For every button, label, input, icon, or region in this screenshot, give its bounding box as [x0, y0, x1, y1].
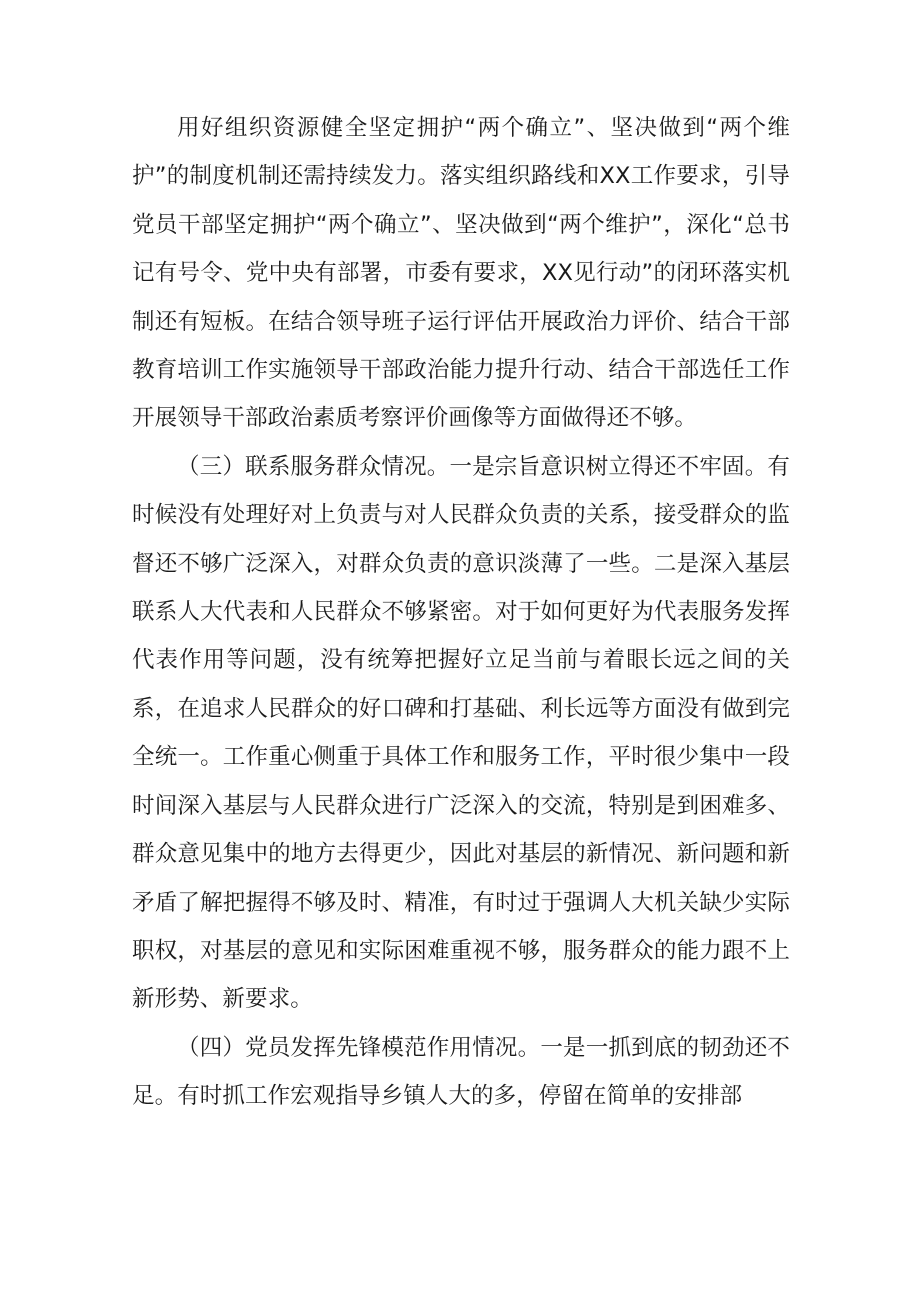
paragraph-serving-masses: （三）联系服务群众情况。一是宗旨意识树立得还不牢固。有时候没有处理好对上负责与对人民群众负责的关系，接受群众的监督还不够广泛深入，对群众负责的意识淡薄了一些。二是深入基层联系人大代表和人民群众不够紧密。对于如何更好为代表服务发挥代表作用等问题，没有统筹把握好立足当前与着眼长远之间的关系，在追求人民群众的好口碑和打基础、利长远等方面没有做到完全统一。工作重心侧重于具体工作和服务工作，平时很少集中一段时间深入基层与人民群众进行广泛深入的交流，特别是到困难多、群众意见集中的地方去得更少，因此对基层的新情况、新问题和新矛盾了解把握得不够及时、精准，有时过于强调人大机关缺少实际职权，对基层的意见和实际困难重视不够，服务群众的能力跟不上新形势、新要求。	[132, 453, 790, 1013]
paragraph-organization-mechanism: 用好组织资源健全坚定拥护“两个确立”、坚决做到“两个维护”的制度机制还需持续发力。落实组织路线和XX工作要求，引导党员干部坚定拥护“两个确立”、坚决做到“两个维护”，深化“总书记有号令、党中央有部署，市委有要求，XX见行动”的闭环落实机制还有短板。在结合领导班子运行评估开展政治力评价、结合干部教育培训工作实施领导干部政治能力提升行动、结合干部选任工作开展领导干部政治素质考察评价画像等方面做得还不够。	[132, 115, 790, 432]
document-body	[132, 104, 790, 1121]
paragraph-party-member-role: （四）党员发挥先锋模范作用情况。一是一抓到底的韧劲还不足。有时抓工作宏观指导乡镇人大的多，停留在简单的安排部	[132, 1034, 790, 1110]
